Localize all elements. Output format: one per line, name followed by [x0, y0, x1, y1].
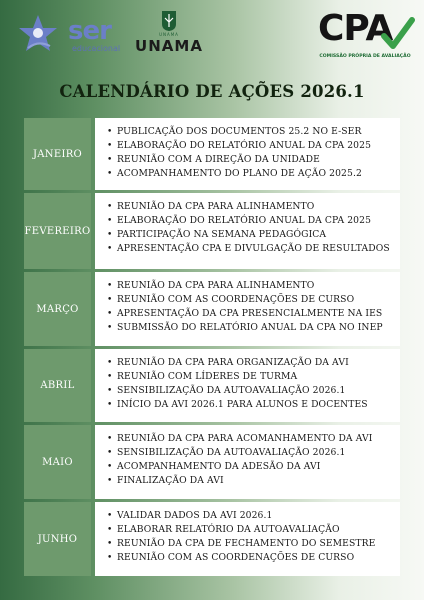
calendar-row	[24, 118, 400, 190]
month-actions	[95, 118, 400, 190]
unama-logo	[134, 10, 204, 60]
month-label: MAIO	[24, 425, 91, 499]
month-actions	[95, 502, 400, 576]
unama-shield-icon	[161, 10, 177, 32]
calendar-row	[24, 502, 400, 576]
action-item: • REUNIÃO COM LÍDERES DE TURMA	[107, 370, 394, 384]
month-actions	[95, 193, 400, 269]
action-item: • ACOMPANHAMENTO DO PLANO DE AÇÃO 2025.2	[107, 167, 394, 181]
cpa-sub-text: COMISSÃO PRÓPRIA DE AVALIAÇÃO	[319, 54, 411, 59]
calendar-row	[24, 193, 400, 269]
unama-name-text: UNAMA	[135, 37, 203, 55]
page-title: CALENDÁRIO DE AÇÕES 2026.1	[59, 82, 365, 101]
action-item: • PUBLICAÇÃO DOS DOCUMENTOS 25.2 NO E-SER	[107, 125, 394, 139]
action-item: • REUNIÃO DA CPA PARA ACOMANHAMENTO DA AVI	[107, 432, 394, 446]
action-item: • APRESENTAÇÃO DA CPA PRESENCIALMENTE NA IES	[107, 307, 394, 321]
month-label: JANEIRO	[24, 118, 91, 190]
action-item: • REUNIÃO DA CPA DE FECHAMENTO DO SEMESTRE	[107, 537, 394, 551]
action-item: • ELABORAÇÃO DO RELATÓRIO ANUAL DA CPA 2025	[107, 214, 394, 228]
calendar-row	[24, 425, 400, 499]
calendar-row	[24, 272, 400, 346]
action-item: • VALIDAR DADOS DA AVI 2026.1	[107, 509, 394, 523]
cpa-name-text: CPA	[318, 8, 393, 49]
ser-star-icon	[14, 12, 62, 56]
action-item: • SENSIBILIZAÇÃO DA AUTOAVALIAÇÃO 2026.1	[107, 446, 394, 460]
action-item: • FINALIZAÇÃO DA AVI	[107, 474, 394, 488]
action-item: • REUNIÃO COM AS COORDENAÇÕES DE CURSO	[107, 293, 394, 307]
action-item: • PARTICIPAÇÃO NA SEMANA PEDAGÓGICA	[107, 228, 394, 242]
month-actions	[95, 425, 400, 499]
action-item: • REUNIÃO DA CPA PARA ORGANIZAÇÃO DA AVI	[107, 356, 394, 370]
calendar-table	[24, 118, 400, 579]
ser-educacional-logo	[14, 12, 124, 56]
action-item: • REUNIÃO DA CPA PARA ALINHAMENTO	[107, 279, 394, 293]
action-item: • REUNIÃO COM A DIREÇÃO DA UNIDADE	[107, 153, 394, 167]
header	[0, 0, 424, 66]
action-item: • ACOMPANHAMENTO DA ADESÃO DA AVI	[107, 460, 394, 474]
action-item: • REUNIÃO COM AS COORDENAÇÕES DE CURSO	[107, 551, 394, 565]
month-actions	[95, 349, 400, 422]
month-label: ABRIL	[24, 349, 91, 422]
action-item: • REUNIÃO DA CPA PARA ALINHAMENTO	[107, 200, 394, 214]
cpa-logo	[314, 8, 416, 64]
action-item: • APRESENTAÇÃO CPA E DIVULGAÇÃO DE RESULTADOS	[107, 242, 394, 256]
ser-brand-text: ser	[68, 16, 111, 46]
month-actions	[95, 272, 400, 346]
month-label: JUNHO	[24, 502, 91, 576]
action-item: • INÍCIO DA AVI 2026.1 PARA ALUNOS E DOCENTES	[107, 398, 394, 412]
month-label: FEVEREIRO	[24, 193, 91, 269]
ser-sub-text: educacional	[72, 44, 121, 53]
unama-sub-text: UNAMA	[159, 32, 179, 37]
action-item: • SENSIBILIZAÇÃO DA AUTOAVALIAÇÃO 2026.1	[107, 384, 394, 398]
calendar-row	[24, 349, 400, 422]
checkmark-icon	[376, 16, 416, 52]
action-item: • SUBMISSÃO DO RELATÓRIO ANUAL DA CPA NO INEP	[107, 321, 394, 335]
month-label: MARÇO	[24, 272, 91, 346]
action-item: • ELABORAR RELATÓRIO DA AUTOAVALIAÇÃO	[107, 523, 394, 537]
action-item: • ELABORAÇÃO DO RELATÓRIO ANUAL DA CPA 2025	[107, 139, 394, 153]
